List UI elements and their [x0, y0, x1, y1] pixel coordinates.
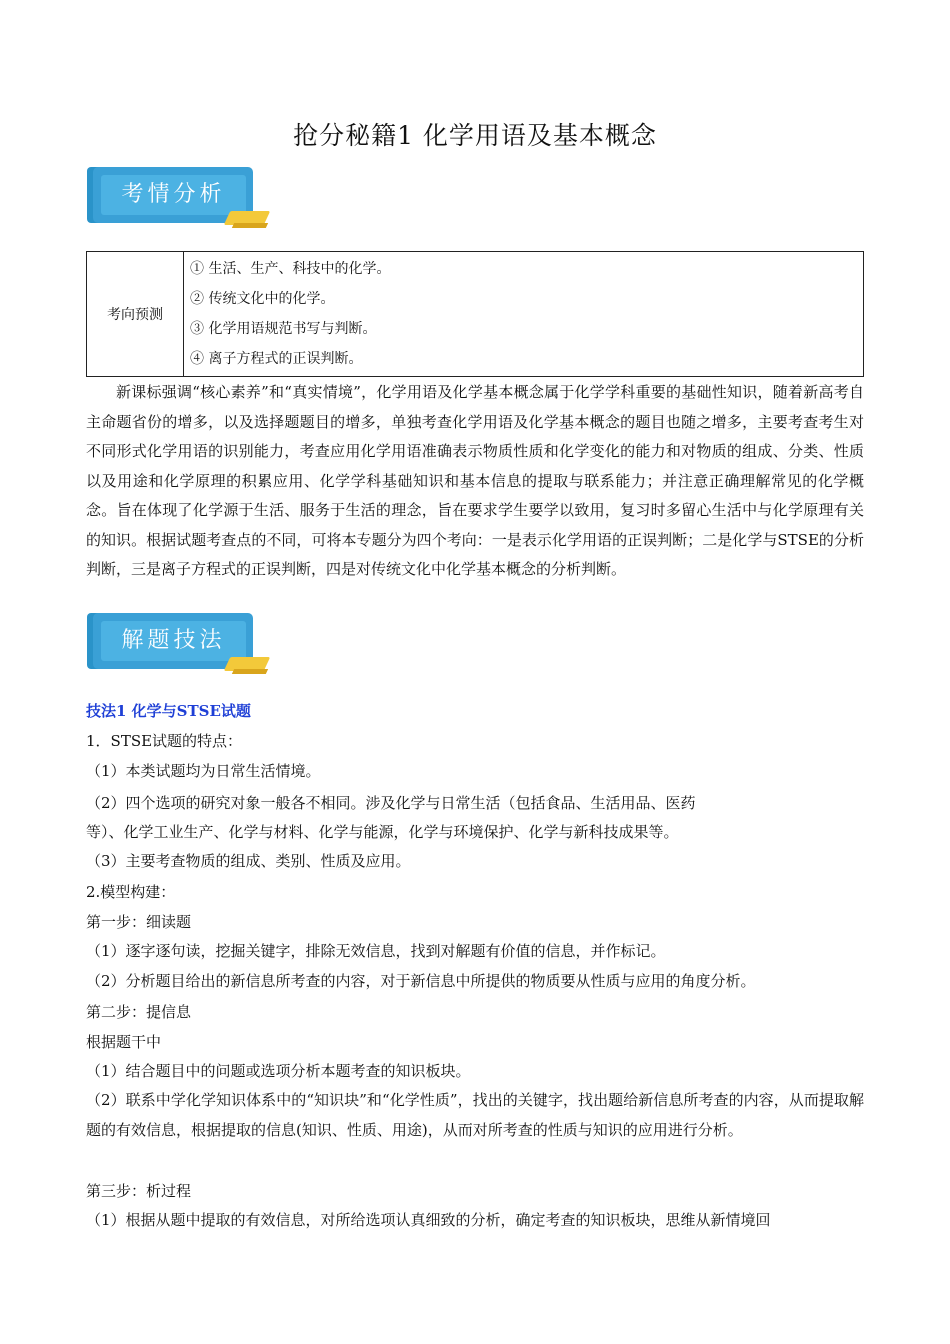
- method-heading: 技法1 化学与STSE试题: [86, 702, 251, 720]
- page-title: 抢分秘籍1 化学用语及基本概念: [293, 121, 657, 150]
- forecast-item: ④ 离子方程式的正误判断。: [190, 351, 363, 367]
- feature-2a: （2）四个选项的研究对象一般各不相同。涉及化学与日常生活（包括食品、生活用品、医药: [86, 794, 696, 812]
- step-1-item-2: （2）分析题目给出的新信息所考查的内容，对于新信息中所提供的物质要从性质与应用的角度分析。: [86, 972, 756, 990]
- step-2-item-2: （2）联系中学化学知识体系中的“知识块”和“化学性质”，找出的关键字，找出题给新信息所考查的内容，从而提取解题的有效信息，根据提取的信息(知识、性质、用途)，从而对所考查的性质与知识的应用进行分析。: [86, 1091, 864, 1139]
- forecast-label: 考向预测: [87, 252, 184, 377]
- step-1-item-1: （1）逐字逐句读，挖掘关键字，排除无效信息，找到对解题有价值的信息，并作标记。: [86, 942, 666, 960]
- badge-label: 解题技法: [101, 621, 246, 661]
- step-3-title: 第三步：析过程: [86, 1182, 192, 1200]
- step-3-item-1: （1）根据从题中提取的有效信息，对所给选项认真细致的分析，确定考查的知识板块，思维从新情境回: [86, 1211, 771, 1229]
- forecast-item: ③ 化学用语规范书写与判断。: [190, 321, 377, 337]
- forecast-item: ① 生活、生产、科技中的化学。: [190, 261, 391, 277]
- step-1-title: 第一步：细读题: [86, 913, 192, 931]
- features-title: 1．STSE试题的特点：: [86, 732, 243, 750]
- model-title: 2.模型构建：: [86, 883, 176, 901]
- badge-label: 考情分析: [101, 175, 246, 215]
- feature-3: （3）主要考查物质的组成、类别、性质及应用。: [86, 852, 411, 870]
- section-badge-analysis: [87, 167, 269, 233]
- section-badge-method: [87, 613, 269, 679]
- intro-paragraph: 新课标强调“核心素养”和“真实情境”，化学用语及化学基本概念属于化学学科重要的基础性知识，随着新高考自主命题省份的增多，以及选择题题目的增多，单独考查化学用语及化学基本概念的题目也随之增多，主要考查考生对不同形式化学用语的识别能力，考查应用化学用语准确表示物质性质和化学变化的能力和对物质的组成、分类、性质以及用途和化学原理的积累应用、化学学科基础知识和基本信息的提取与联系能力；并注意正确理解常见的化学概念。旨在体现了化学源于生活、服务于生活的理念，旨在要求学生要学以致用，复习时多留心生活中与化学原理有关的知识。根据试题考查点的不同，可将本专题分为四个考向：一是表示化学用语的正误判断；二是化学与STSE的分析判断，三是离子方程式的正误判断，四是对传统文化中化学基本概念的分析判断。: [86, 383, 864, 578]
- feature-1: （1）本类试题均为日常生活情境。: [86, 762, 321, 780]
- forecast-item: ② 传统文化中的化学。: [190, 291, 335, 307]
- feature-2b: 等）、化学工业生产、化学与材料、化学与能源，化学与环境保护、化学与新科技成果等。: [86, 823, 679, 841]
- step-2-title: 第二步：提信息: [86, 1003, 192, 1021]
- forecast-table: [86, 251, 864, 377]
- step-2-subtitle: 根据题干中: [86, 1033, 162, 1051]
- step-2-item-1: （1）结合题目中的问题或选项分析本题考查的知识板块。: [86, 1062, 471, 1080]
